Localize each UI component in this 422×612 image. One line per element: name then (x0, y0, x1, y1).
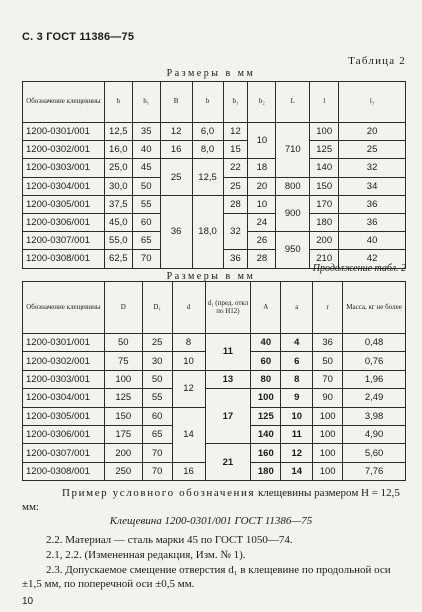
table-row (23, 159, 406, 177)
cell: 55 (142, 389, 172, 407)
designation-cell: 1200-0308/001 (23, 250, 105, 268)
cell: 200 (310, 232, 339, 250)
cell: 6 (281, 352, 313, 370)
cell: 125 (251, 407, 281, 425)
cell: 36 (339, 213, 406, 231)
cell: 10 (248, 195, 276, 213)
dimensions-table-2 (22, 281, 406, 481)
col-header: h₁ (132, 82, 160, 123)
cell: 70 (142, 444, 172, 462)
cell: 11 (281, 425, 313, 443)
table-row (23, 123, 406, 141)
cell: 210 (310, 250, 339, 268)
cell: 180 (310, 213, 339, 231)
cell: 4 (281, 334, 313, 352)
col-header: l₁ (339, 82, 406, 123)
cell: 100 (251, 389, 281, 407)
cell: 40 (339, 232, 406, 250)
cell: 0,48 (343, 334, 406, 352)
table-row (23, 334, 406, 352)
paragraph-amendment: 2.1, 2.2. (Измененная редакция, Изм. № 1). (46, 549, 246, 561)
cell: 18 (248, 159, 276, 177)
cell: 60 (132, 213, 160, 231)
cell: 12 (172, 370, 205, 407)
cell: 40 (251, 334, 281, 352)
cell: 10 (248, 123, 276, 159)
cell: 24 (248, 213, 276, 231)
cell: 16 (160, 141, 192, 159)
paragraph-2-3: 2.3. Допускаемое смещение отверстия d₁ в клещевине по продольной оси ±1,5 мм, по поперечной оси ±0,5 мм. (22, 564, 391, 590)
table-row (23, 195, 406, 213)
page-number: 10 (22, 596, 34, 607)
col-header: B (160, 82, 192, 123)
cell: 21 (205, 444, 251, 481)
cell: 3,98 (343, 407, 406, 425)
cell: 200 (104, 444, 142, 462)
cell: 36 (223, 250, 248, 268)
cell: 28 (248, 250, 276, 268)
cell: 0,76 (343, 352, 406, 370)
table-row (23, 141, 406, 159)
cell: 6,0 (192, 123, 223, 141)
cell: 70 (132, 250, 160, 268)
table-row (23, 444, 406, 462)
table1-caption: Размеры в мм (166, 68, 256, 79)
col-header: b₁ (223, 82, 248, 123)
dimensions-table-1 (22, 81, 406, 269)
cell: 7,76 (343, 462, 406, 480)
cell: 25,0 (104, 159, 132, 177)
table1-header-row (23, 82, 406, 123)
cell: 80 (251, 370, 281, 388)
col-header: l (310, 82, 339, 123)
cell: 65 (132, 232, 160, 250)
cell: 12 (281, 444, 313, 462)
cell: 100 (104, 370, 142, 388)
table2-caption: Размеры в мм (166, 271, 256, 282)
cell: 75 (104, 352, 142, 370)
cell: 900 (276, 195, 310, 231)
col-header: d₁ (пред. откл по H12) (205, 282, 251, 334)
page-header: С. 3 ГОСТ 11386—75 (22, 31, 135, 43)
designation-cell: 1200-0303/001 (23, 370, 105, 388)
cell: 100 (313, 444, 343, 462)
example-paragraph (22, 486, 406, 514)
col-header: D₁ (142, 282, 172, 334)
cell: 20 (339, 123, 406, 141)
table-row (23, 389, 406, 407)
designation-cell: 1200-0308/001 (23, 462, 105, 480)
designation-cell: 1200-0306/001 (23, 425, 105, 443)
cell: 16 (172, 462, 205, 480)
cell: 18,0 (192, 195, 223, 268)
cell: 50 (142, 370, 172, 388)
cell: 50 (313, 352, 343, 370)
example-rest: клещевины размером H = 12,5 мм: (22, 487, 400, 513)
cell: 70 (313, 370, 343, 388)
cell: 12,5 (192, 159, 223, 195)
col-header: D (104, 282, 142, 334)
col-header: Обозначение клещевины (23, 82, 105, 123)
cell: 28 (223, 195, 248, 213)
cell: 16,0 (104, 141, 132, 159)
cell: 150 (104, 407, 142, 425)
cell: 4,90 (343, 425, 406, 443)
cell: 800 (276, 177, 310, 195)
col-header: L (276, 82, 310, 123)
designation-cell: 1200-0304/001 (23, 389, 105, 407)
cell: 55 (132, 195, 160, 213)
designation-cell: 1200-0303/001 (23, 159, 105, 177)
cell: 8 (281, 370, 313, 388)
paragraph-2-2: 2.2. Материал — сталь марки 45 по ГОСТ 1050—74. (46, 534, 293, 546)
col-header: r (313, 282, 343, 334)
col-header: A (251, 282, 281, 334)
cell: 15 (223, 141, 248, 159)
cell: 42 (339, 250, 406, 268)
cell: 180 (251, 462, 281, 480)
table-row (23, 370, 406, 388)
cell: 2,49 (343, 389, 406, 407)
cell: 1,96 (343, 370, 406, 388)
cell: 175 (104, 425, 142, 443)
cell: 140 (251, 425, 281, 443)
designation-cell: 1200-0306/001 (23, 213, 105, 231)
cell: 65 (142, 425, 172, 443)
cell: 32 (339, 159, 406, 177)
cell: 25 (142, 334, 172, 352)
cell: 5,60 (343, 444, 406, 462)
cell: 950 (276, 232, 310, 268)
cell: 8 (172, 334, 205, 352)
designation-cell: 1200-0307/001 (23, 444, 105, 462)
cell: 12 (160, 123, 192, 141)
designation-cell: 1200-0307/001 (23, 232, 105, 250)
cell: 13 (205, 370, 251, 388)
designation-cell: 1200-0301/001 (23, 334, 105, 352)
cell: 36 (339, 195, 406, 213)
designation-example: Клещевина 1200-0301/001 ГОСТ 11386—75 (109, 515, 313, 527)
cell: 100 (313, 462, 343, 480)
designation-cell: 1200-0305/001 (23, 195, 105, 213)
col-header: d (172, 282, 205, 334)
cell: 35 (132, 123, 160, 141)
cell: 50 (104, 334, 142, 352)
cell: 14 (281, 462, 313, 480)
cell: 32 (223, 213, 248, 249)
cell: 37,5 (104, 195, 132, 213)
cell: 22 (223, 159, 248, 177)
designation-cell: 1200-0304/001 (23, 177, 105, 195)
designation-cell: 1200-0302/001 (23, 141, 105, 159)
cell: 125 (104, 389, 142, 407)
cell: 100 (313, 407, 343, 425)
cell: 30,0 (104, 177, 132, 195)
cell: 45,0 (104, 213, 132, 231)
cell: 25 (160, 159, 192, 195)
cell: 10 (281, 407, 313, 425)
cell: 9 (281, 389, 313, 407)
cell: 8,0 (192, 141, 223, 159)
cell: 10 (172, 352, 205, 370)
cell: 14 (172, 407, 205, 462)
cell: 150 (310, 177, 339, 195)
cell: 160 (251, 444, 281, 462)
cell: 100 (313, 425, 343, 443)
designation-cell: 1200-0302/001 (23, 352, 105, 370)
cell: 34 (339, 177, 406, 195)
col-header: b₂ (248, 82, 276, 123)
continuation-label: Продолжение табл. 2 (312, 263, 406, 274)
cell: 40 (132, 141, 160, 159)
designation-cell: 1200-0305/001 (23, 407, 105, 425)
cell: 55,0 (104, 232, 132, 250)
cell: 20 (248, 177, 276, 195)
cell: 12,5 (104, 123, 132, 141)
cell: 710 (276, 123, 310, 178)
col-header: Масса, кг не более (343, 282, 406, 334)
cell: 25 (339, 141, 406, 159)
col-header: a (281, 282, 313, 334)
cell: 12 (223, 123, 248, 141)
cell: 26 (248, 232, 276, 250)
designation-cell: 1200-0301/001 (23, 123, 105, 141)
col-header: Обозначение клещевины (23, 282, 105, 334)
cell: 36 (160, 195, 192, 268)
cell: 36 (313, 334, 343, 352)
cell: 25 (223, 177, 248, 195)
cell: 62,5 (104, 250, 132, 268)
cell: 60 (142, 407, 172, 425)
cell: 125 (310, 141, 339, 159)
cell: 140 (310, 159, 339, 177)
cell: 11 (205, 334, 251, 371)
cell: 50 (132, 177, 160, 195)
table2-header-row (23, 282, 406, 334)
cell: 45 (132, 159, 160, 177)
cell: 70 (142, 462, 172, 480)
col-header: h (104, 82, 132, 123)
cell: 30 (142, 352, 172, 370)
cell: 100 (310, 123, 339, 141)
cell: 90 (313, 389, 343, 407)
col-header: b (192, 82, 223, 123)
cell: 250 (104, 462, 142, 480)
table-label: Таблица 2 (348, 55, 406, 67)
example-prefix: Пример условного обозначения (62, 487, 256, 499)
cell: 17 (205, 389, 251, 444)
cell: 60 (251, 352, 281, 370)
cell: 170 (310, 195, 339, 213)
